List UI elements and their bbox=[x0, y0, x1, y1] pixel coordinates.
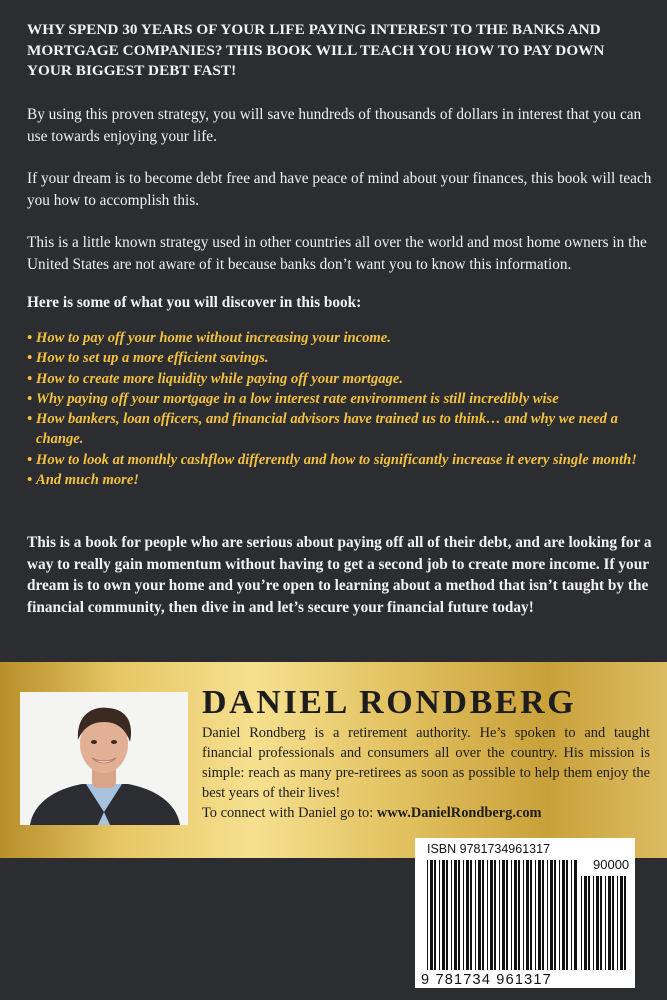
barcode-bar bbox=[470, 860, 472, 970]
list-item: • How to set up a more efficient savings. bbox=[27, 348, 657, 368]
barcode-bar bbox=[475, 860, 476, 970]
bullet-icon: • bbox=[27, 472, 33, 489]
list-item: • How bankers, loan officers, and financial advisors have trained us to think… and why we need a change. bbox=[27, 411, 618, 448]
list-item: • How to create more liquidity while paying off your mortgage. bbox=[27, 369, 657, 389]
barcode-bar bbox=[430, 860, 433, 970]
barcode-bar bbox=[571, 860, 572, 970]
intro-paragraph-2: If your dream is to become debt free and have peace of mind about your finances, this book will teach you how to accomplish this. bbox=[27, 170, 652, 209]
barcode-bar bbox=[535, 860, 536, 970]
barcode-bar bbox=[566, 860, 568, 970]
barcode-bar bbox=[466, 860, 469, 970]
barcode-bar bbox=[559, 860, 560, 970]
barcode-bar bbox=[478, 860, 481, 970]
list-item: • Why paying off your mortgage in a low interest rate environment is still incredibly wise bbox=[27, 389, 657, 409]
author-bio bbox=[202, 723, 650, 823]
barcode-bar bbox=[482, 860, 484, 970]
barcode-bar bbox=[617, 876, 618, 970]
barcode-bar bbox=[562, 860, 565, 970]
barcode-bar bbox=[502, 860, 505, 970]
barcode-bar bbox=[511, 860, 512, 970]
intro-paragraph-3: This is a little known strategy used in other countries all over the world and most home owners in the United States are not aware of it because banks don’t want you to know this information. bbox=[27, 234, 647, 273]
list-item: • How to look at monthly cashflow differently and how to significantly increase it every single month! bbox=[27, 450, 657, 470]
barcode-bar bbox=[596, 876, 599, 970]
discover-list bbox=[27, 328, 657, 490]
price-code: 90000 bbox=[593, 857, 630, 872]
bullet-icon: • bbox=[27, 370, 33, 387]
barcode-bar bbox=[550, 860, 553, 970]
author-name: DANIEL RONDBERG bbox=[202, 684, 577, 721]
bullet-icon: • bbox=[27, 330, 33, 346]
barcode-bar bbox=[499, 860, 500, 970]
barcode-bar bbox=[494, 860, 496, 970]
barcode-bar bbox=[487, 860, 488, 970]
barcode-icon bbox=[427, 860, 577, 970]
bullet-icon: • bbox=[27, 411, 33, 428]
discover-heading: Here is some of what you will discover in this book: bbox=[27, 294, 362, 311]
barcode-bar bbox=[463, 860, 464, 970]
list-item: • How to pay off your home without increasing your income. bbox=[27, 328, 657, 348]
barcode-bar bbox=[439, 860, 440, 970]
barcode-digits: 9 781734 961317 bbox=[421, 972, 552, 988]
barcode-bar bbox=[600, 876, 602, 970]
bullet-icon: • bbox=[27, 390, 33, 407]
barcode-bar bbox=[526, 860, 529, 970]
intro-paragraph-1: By using this proven strategy, you will save hundreds of thousands of dollars in interest that you can use towards enjoying your life. bbox=[27, 106, 642, 145]
closing-paragraph: This is a book for people who are serious about paying off all of their debt, and are looking for a way to really gain momentum without having to get a second job to create more income. If your dream is to own your home and you’re open to learning about a method that isn’t taught by the financial community, then dive in and let’s secure your financial future today! bbox=[27, 534, 652, 616]
barcode-bar bbox=[612, 876, 614, 970]
barcode-box bbox=[415, 838, 635, 988]
barcode-bar bbox=[446, 860, 448, 970]
barcode-bar bbox=[451, 860, 452, 970]
headline: WHY SPEND 30 YEARS OF YOUR LIFE PAYING INTEREST TO THE BANKS AND MORTGAGE COMPANIES? THIS BOOK WILL TEACH YOU HOW TO PAY DOWN YOUR BIGGEST DEBT FAST! bbox=[27, 21, 605, 79]
barcode-bar bbox=[593, 876, 594, 970]
barcode-bar bbox=[605, 876, 606, 970]
barcode-bar bbox=[581, 876, 582, 970]
list-item: • And much more! bbox=[27, 470, 657, 490]
barcode-bar bbox=[542, 860, 544, 970]
barcode-bar bbox=[554, 860, 556, 970]
barcode-bar bbox=[454, 860, 457, 970]
barcode-bar bbox=[574, 860, 577, 970]
author-portrait-icon bbox=[20, 692, 188, 825]
isbn-label: ISBN 9781734961317 bbox=[427, 842, 551, 856]
barcode-bar bbox=[523, 860, 524, 970]
barcode-bar bbox=[588, 876, 590, 970]
barcode-bar bbox=[584, 876, 587, 970]
barcode-bar bbox=[530, 860, 532, 970]
author-photo bbox=[20, 692, 188, 825]
barcode-bar bbox=[442, 860, 445, 970]
bio-text: Daniel Rondberg is a retirement authority. He’s spoken to and taught financial professionals and consumers all over the country. His mission is simple: reach as many pre-retirees as soon as possible to help them enjoy the best years of their lives! bbox=[202, 725, 650, 801]
barcode-bar bbox=[620, 876, 623, 970]
barcode-bar bbox=[518, 860, 520, 970]
barcode-bar bbox=[434, 860, 436, 970]
bullet-icon: • bbox=[27, 451, 33, 468]
author-website-link[interactable]: www.DanielRondberg.com bbox=[376, 805, 542, 821]
barcode-bar bbox=[624, 876, 626, 970]
connect-prefix: To connect with Daniel go to: bbox=[202, 805, 377, 821]
barcode-bar bbox=[608, 876, 611, 970]
barcode-bar bbox=[514, 860, 517, 970]
barcode-bar bbox=[427, 860, 428, 970]
barcode-bar bbox=[458, 860, 460, 970]
barcode-addon-icon bbox=[581, 876, 629, 970]
barcode-bar bbox=[490, 860, 493, 970]
barcode-bar bbox=[547, 860, 548, 970]
barcode-bar bbox=[538, 860, 541, 970]
barcode-bar bbox=[506, 860, 508, 970]
bullet-icon: • bbox=[27, 350, 33, 367]
